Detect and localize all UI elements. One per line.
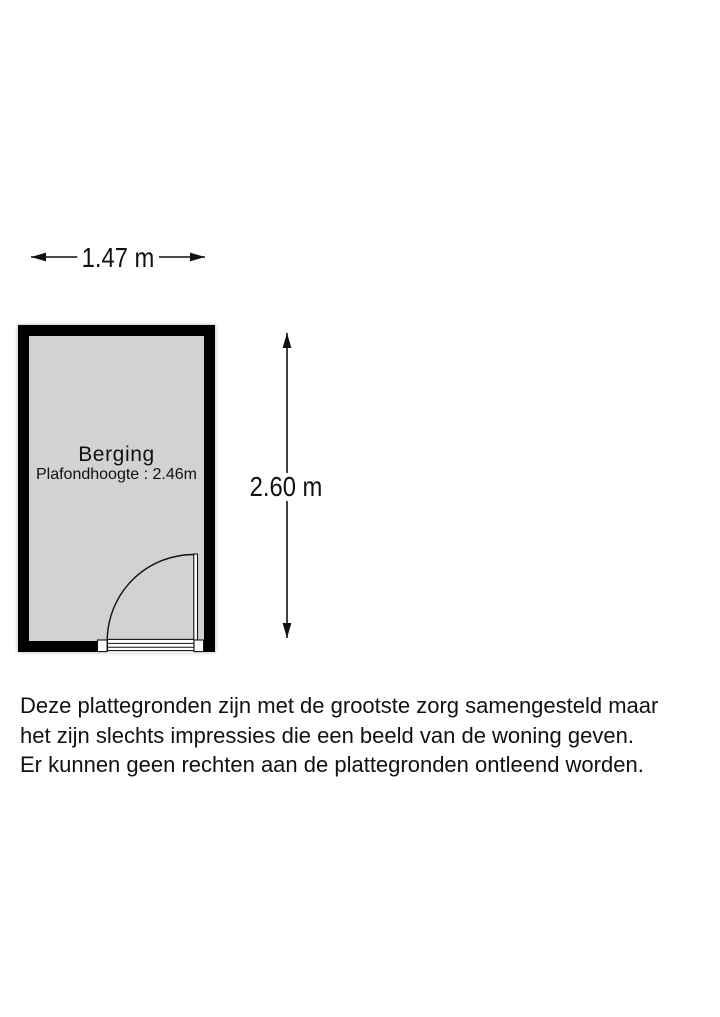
arrow-right-icon — [190, 253, 205, 262]
room-name-label: Berging — [78, 443, 155, 466]
disclaimer-line-2: het zijn slechts impressies die een beeld van de woning geven. — [20, 722, 634, 748]
door-jamb-left — [98, 640, 108, 652]
disclaimer-text — [20, 691, 715, 780]
ceiling-height-label: Plafondhoogte : 2.46m — [35, 466, 197, 483]
door-threshold — [108, 639, 195, 650]
arrow-up-icon — [283, 333, 292, 348]
arrow-left-icon — [31, 253, 46, 262]
disclaimer-line-3: Er kunnen geen rechten aan de plattegronden ontleend worden. — [20, 752, 644, 777]
arrow-down-icon — [283, 623, 292, 638]
door-jamb-right — [194, 640, 204, 652]
door-leaf — [194, 554, 198, 640]
height-dimension-label: 2.60 m — [245, 473, 326, 501]
width-dimension-label: 1.47 m — [77, 244, 158, 272]
disclaimer-line-1: Deze plattegronden zijn met de grootste zorg samengesteld maar — [20, 693, 659, 718]
room-floor — [29, 336, 204, 641]
